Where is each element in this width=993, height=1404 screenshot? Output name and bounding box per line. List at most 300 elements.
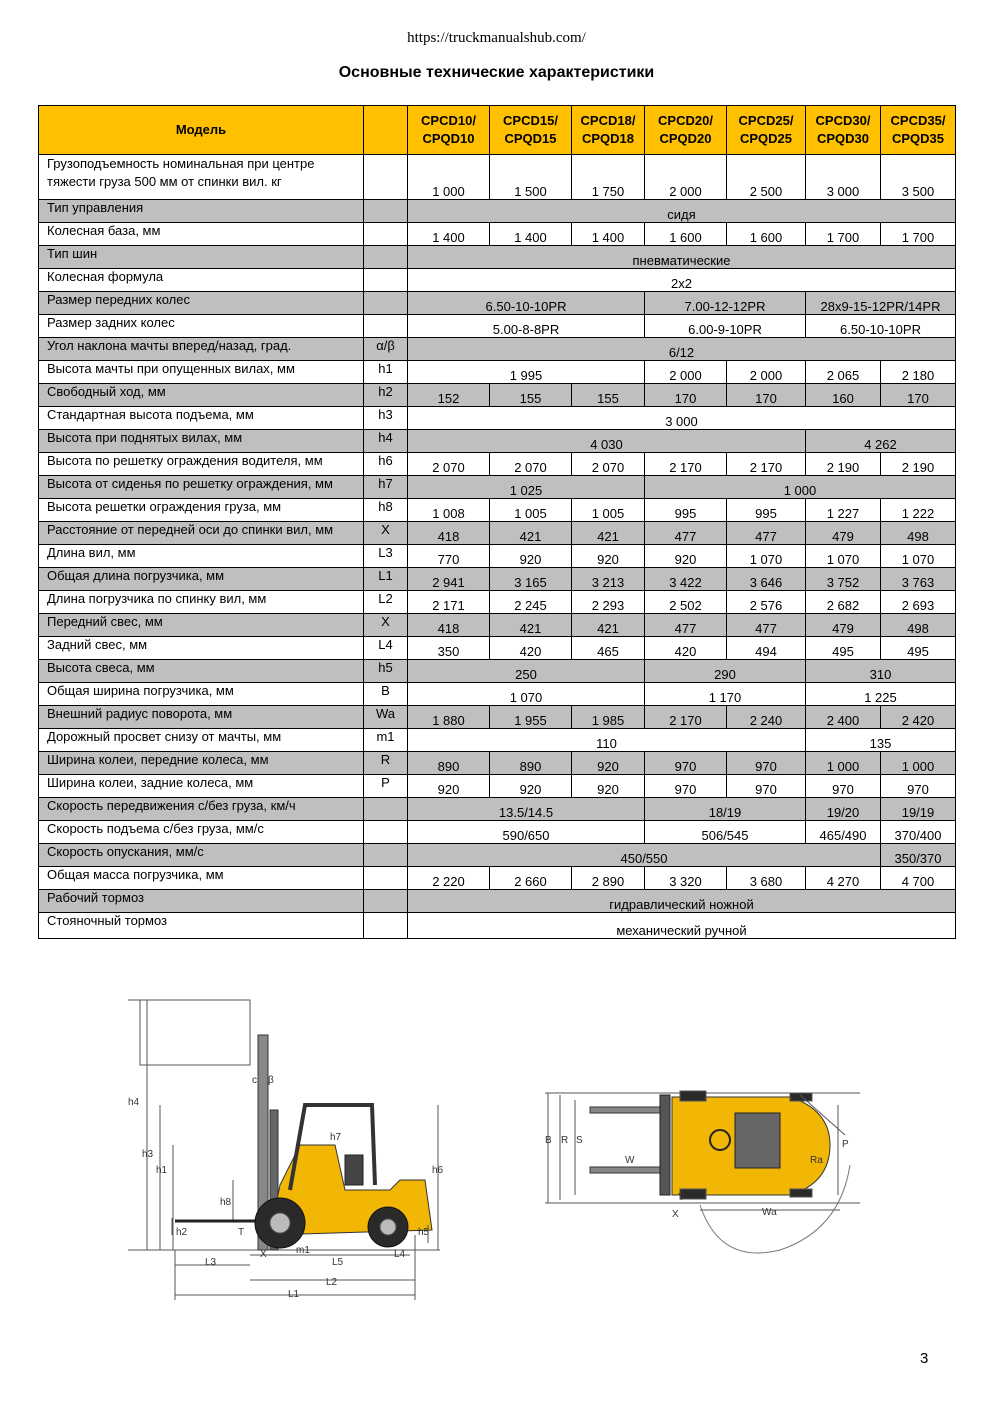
value-cell: 2 180 bbox=[881, 361, 956, 384]
label-r: R bbox=[561, 1135, 569, 1146]
param-cell: Грузоподъемность номинальная при центре тяжести груза 500 мм от спинки вил. кг bbox=[39, 155, 364, 200]
param-cell: Скорость передвижения с/без груза, км/ч bbox=[39, 798, 364, 821]
value-cell: 6.50-10-10PR bbox=[408, 292, 645, 315]
value-cell: 420 bbox=[490, 637, 572, 660]
value-cell: 1 700 bbox=[881, 223, 956, 246]
value-cell: 920 bbox=[572, 545, 645, 568]
value-cell: 1 227 bbox=[806, 499, 881, 522]
value-cell: 418 bbox=[408, 522, 490, 545]
value-cell: 590/650 bbox=[408, 821, 645, 844]
page-number: 3 bbox=[920, 1350, 929, 1367]
value-cell: 2х2 bbox=[408, 269, 956, 292]
value-cell: 19/20 bbox=[806, 798, 881, 821]
symbol-cell bbox=[364, 913, 408, 939]
table-row bbox=[39, 729, 956, 752]
model-name-line: CPQD20 bbox=[659, 131, 712, 146]
value-cell: 479 bbox=[806, 614, 881, 637]
value-cell: пневматические bbox=[408, 246, 956, 269]
param-cell: Общая длина погрузчика, мм bbox=[39, 568, 364, 591]
symbol-cell: h3 bbox=[364, 407, 408, 430]
value-cell: 1 955 bbox=[490, 706, 572, 729]
param-cell: Высота по решетку ограждения водителя, мм bbox=[39, 453, 364, 476]
table-row bbox=[39, 384, 956, 407]
value-cell: 2 070 bbox=[572, 453, 645, 476]
value-cell: 135 bbox=[806, 729, 956, 752]
model-name-line: CPQD15 bbox=[504, 131, 557, 146]
value-cell: 2 170 bbox=[645, 453, 727, 476]
value-cell: 170 bbox=[645, 384, 727, 407]
param-cell: Скорость подъема с/без груза, мм/с bbox=[39, 821, 364, 844]
value-cell: 250 bbox=[408, 660, 645, 683]
value-cell: 152 bbox=[408, 384, 490, 407]
value-cell: 4 270 bbox=[806, 867, 881, 890]
symbol-cell: h5 bbox=[364, 660, 408, 683]
symbol-cell bbox=[364, 798, 408, 821]
label-t: T bbox=[238, 1227, 245, 1238]
value-cell: 2 500 bbox=[727, 155, 806, 200]
label-h7: h7 bbox=[330, 1132, 342, 1143]
value-cell: 494 bbox=[727, 637, 806, 660]
value-cell: 1 005 bbox=[572, 499, 645, 522]
symbol-cell bbox=[364, 867, 408, 890]
value-cell: 170 bbox=[881, 384, 956, 407]
label-w: W bbox=[625, 1155, 635, 1166]
value-cell: 1 225 bbox=[806, 683, 956, 706]
table-row bbox=[39, 913, 956, 939]
value-cell: 498 bbox=[881, 522, 956, 545]
model-name-line: CPCD20/ bbox=[658, 113, 713, 128]
param-cell: Расстояние от передней оси до спинки вил, мм bbox=[39, 522, 364, 545]
value-cell: 1 500 bbox=[490, 155, 572, 200]
table-row bbox=[39, 246, 956, 269]
value-cell: 2 576 bbox=[727, 591, 806, 614]
model-header bbox=[881, 106, 956, 155]
value-cell: 465/490 bbox=[806, 821, 881, 844]
param-cell: Дорожный просвет снизу от мачты, мм bbox=[39, 729, 364, 752]
value-cell: 970 bbox=[727, 775, 806, 798]
label-h5: h5 bbox=[418, 1227, 430, 1238]
value-cell: 465 bbox=[572, 637, 645, 660]
value-cell: 1 000 bbox=[806, 752, 881, 775]
value-cell: 1 005 bbox=[490, 499, 572, 522]
value-cell: 1 400 bbox=[572, 223, 645, 246]
value-cell: 2 190 bbox=[806, 453, 881, 476]
symbol-cell: L2 bbox=[364, 591, 408, 614]
param-cell: Рабочий тормоз bbox=[39, 890, 364, 913]
value-cell: 477 bbox=[727, 522, 806, 545]
label-p: P bbox=[842, 1139, 849, 1150]
value-cell: 3 763 bbox=[881, 568, 956, 591]
param-cell: Общая ширина погрузчика, мм bbox=[39, 683, 364, 706]
model-name-line: CPQD25 bbox=[739, 131, 793, 146]
table-row bbox=[39, 499, 956, 522]
value-cell: 450/550 bbox=[408, 844, 881, 867]
param-cell: Стояночный тормоз bbox=[39, 913, 364, 939]
value-cell: 920 bbox=[645, 545, 727, 568]
value-cell: 2 170 bbox=[645, 706, 727, 729]
value-cell: 2 293 bbox=[572, 591, 645, 614]
table-row bbox=[39, 315, 956, 338]
value-cell: 506/545 bbox=[645, 821, 806, 844]
table-row bbox=[39, 292, 956, 315]
table-row bbox=[39, 775, 956, 798]
header-url: https://truckmanualshub.com/ bbox=[407, 30, 586, 46]
param-cell: Высота мачты при опущенных вилах, мм bbox=[39, 361, 364, 384]
value-cell: 2 245 bbox=[490, 591, 572, 614]
value-cell: механический ручной bbox=[408, 913, 956, 939]
value-cell: 2 065 bbox=[806, 361, 881, 384]
label-h8: h8 bbox=[220, 1197, 232, 1208]
symbol-cell: h2 bbox=[364, 384, 408, 407]
spec-table-body bbox=[39, 106, 956, 939]
symbol-cell: h8 bbox=[364, 499, 408, 522]
param-cell: Тип шин bbox=[39, 246, 364, 269]
symbol-cell: α/β bbox=[364, 338, 408, 361]
model-name-line: CPQD18 bbox=[581, 131, 635, 146]
param-cell: Тип управления bbox=[39, 200, 364, 223]
value-cell: 920 bbox=[572, 775, 645, 798]
symbol-header bbox=[364, 106, 408, 155]
value-cell: 310 bbox=[806, 660, 956, 683]
table-row bbox=[39, 591, 956, 614]
symbol-cell: R bbox=[364, 752, 408, 775]
model-label: Модель bbox=[39, 106, 364, 155]
label-ra: Ra bbox=[810, 1155, 823, 1166]
param-cell: Колесная формула bbox=[39, 269, 364, 292]
symbol-cell: h1 bbox=[364, 361, 408, 384]
value-cell: 1 025 bbox=[408, 476, 645, 499]
symbol-cell: h6 bbox=[364, 453, 408, 476]
label-x: X bbox=[260, 1249, 267, 1260]
symbol-cell: m1 bbox=[364, 729, 408, 752]
symbol-cell bbox=[364, 246, 408, 269]
param-cell: Свободный ход, мм bbox=[39, 384, 364, 407]
param-cell: Длина вил, мм bbox=[39, 545, 364, 568]
model-name-line: CPCD18/ bbox=[580, 113, 636, 128]
label-beta: β bbox=[268, 1075, 274, 1086]
value-cell: 7.00-12-12PR bbox=[645, 292, 806, 315]
table-row bbox=[39, 407, 956, 430]
value-cell: 920 bbox=[490, 545, 572, 568]
value-cell: 1 985 bbox=[572, 706, 645, 729]
value-cell: 970 bbox=[881, 775, 956, 798]
value-cell: 2 420 bbox=[881, 706, 956, 729]
value-cell: 477 bbox=[645, 614, 727, 637]
value-cell: 170 bbox=[727, 384, 806, 407]
symbol-cell: L4 bbox=[364, 637, 408, 660]
value-cell: 1 000 bbox=[408, 155, 490, 200]
value-cell: 2 000 bbox=[645, 155, 727, 200]
value-cell: 350/370 bbox=[881, 844, 956, 867]
value-cell: 920 bbox=[572, 752, 645, 775]
value-cell: гидравлический ножной bbox=[408, 890, 956, 913]
value-cell: 2 000 bbox=[645, 361, 727, 384]
table-row bbox=[39, 269, 956, 292]
value-cell: 1 995 bbox=[408, 361, 645, 384]
value-cell: 1 700 bbox=[806, 223, 881, 246]
value-cell: 421 bbox=[490, 614, 572, 637]
value-cell: 1 600 bbox=[727, 223, 806, 246]
value-cell: 1 000 bbox=[645, 476, 956, 499]
param-cell: Ширина колеи, передние колеса, мм bbox=[39, 752, 364, 775]
table-row bbox=[39, 706, 956, 729]
value-cell: 3 320 bbox=[645, 867, 727, 890]
param-cell: Ширина колеи, задние колеса, мм bbox=[39, 775, 364, 798]
symbol-cell: L1 bbox=[364, 568, 408, 591]
model-header bbox=[645, 106, 727, 155]
label-h2: h2 bbox=[176, 1227, 188, 1238]
table-row bbox=[39, 200, 956, 223]
value-cell: 6/12 bbox=[408, 338, 956, 361]
value-cell: 4 700 bbox=[881, 867, 956, 890]
label-h6: h6 bbox=[432, 1165, 444, 1176]
model-header bbox=[727, 106, 806, 155]
symbol-cell bbox=[364, 315, 408, 338]
table-row bbox=[39, 798, 956, 821]
value-cell: 1 070 bbox=[806, 545, 881, 568]
param-cell: Внешний радиус поворота, мм bbox=[39, 706, 364, 729]
model-name-line: CPCD10/ bbox=[421, 113, 476, 128]
value-cell: 110 bbox=[408, 729, 806, 752]
symbol-cell: P bbox=[364, 775, 408, 798]
value-cell: 1 880 bbox=[408, 706, 490, 729]
value-cell: 2 660 bbox=[490, 867, 572, 890]
value-cell: 3 165 bbox=[490, 568, 572, 591]
value-cell: 995 bbox=[645, 499, 727, 522]
table-row bbox=[39, 821, 956, 844]
value-cell: 1 600 bbox=[645, 223, 727, 246]
value-cell: 4 262 bbox=[806, 430, 956, 453]
param-cell: Задний свес, мм bbox=[39, 637, 364, 660]
param-cell: Размер передних колес bbox=[39, 292, 364, 315]
value-cell: 421 bbox=[572, 614, 645, 637]
value-cell: 2 220 bbox=[408, 867, 490, 890]
symbol-cell bbox=[364, 890, 408, 913]
value-cell: 421 bbox=[572, 522, 645, 545]
param-cell: Общая масса погрузчика, мм bbox=[39, 867, 364, 890]
table-row bbox=[39, 155, 956, 200]
table-row bbox=[39, 453, 956, 476]
value-cell: 420 bbox=[645, 637, 727, 660]
value-cell: 1 400 bbox=[408, 223, 490, 246]
value-cell: 155 bbox=[490, 384, 572, 407]
value-cell: 770 bbox=[408, 545, 490, 568]
value-cell: 3 000 bbox=[408, 407, 956, 430]
value-cell: 2 170 bbox=[727, 453, 806, 476]
value-cell: 2 240 bbox=[727, 706, 806, 729]
label-h1: h1 bbox=[156, 1165, 168, 1176]
value-cell: 890 bbox=[490, 752, 572, 775]
model-header bbox=[490, 106, 572, 155]
label-m1: m1 bbox=[296, 1245, 310, 1256]
model-name-line: CPQD10 bbox=[422, 131, 475, 146]
value-cell: 920 bbox=[408, 775, 490, 798]
value-cell: 1 400 bbox=[490, 223, 572, 246]
model-name-line: CPQD30 bbox=[816, 131, 870, 146]
param-cell: Стандартная высота подъема, мм bbox=[39, 407, 364, 430]
value-cell: 160 bbox=[806, 384, 881, 407]
param-cell: Угол наклона мачты вперед/назад, град. bbox=[39, 338, 364, 361]
value-cell: 2 890 bbox=[572, 867, 645, 890]
symbol-cell bbox=[364, 200, 408, 223]
label-wa: Wa bbox=[762, 1207, 777, 1218]
param-cell: Передний свес, мм bbox=[39, 614, 364, 637]
value-cell: 1 008 bbox=[408, 499, 490, 522]
table-row bbox=[39, 568, 956, 591]
symbol-cell: X bbox=[364, 522, 408, 545]
model-name-line: CPCD30/ bbox=[815, 113, 871, 128]
value-cell: 3 000 bbox=[806, 155, 881, 200]
value-cell: 2 171 bbox=[408, 591, 490, 614]
table-header-row bbox=[39, 106, 956, 155]
table-row bbox=[39, 545, 956, 568]
label-b: B bbox=[545, 1135, 552, 1146]
value-cell: 1 070 bbox=[727, 545, 806, 568]
value-cell: 1 070 bbox=[408, 683, 645, 706]
value-cell: 418 bbox=[408, 614, 490, 637]
value-cell: 3 646 bbox=[727, 568, 806, 591]
symbol-cell bbox=[364, 223, 408, 246]
value-cell: 28x9-15-12PR/14PR bbox=[806, 292, 956, 315]
value-cell: 4 030 bbox=[408, 430, 806, 453]
value-cell: 2 190 bbox=[881, 453, 956, 476]
table-row bbox=[39, 338, 956, 361]
table-row bbox=[39, 844, 956, 867]
symbol-cell bbox=[364, 155, 408, 200]
value-cell: 495 bbox=[881, 637, 956, 660]
symbol-cell: h7 bbox=[364, 476, 408, 499]
value-cell: 155 bbox=[572, 384, 645, 407]
value-cell: 2 502 bbox=[645, 591, 727, 614]
page-title: Основные технические характеристики bbox=[338, 64, 655, 81]
value-cell: 479 bbox=[806, 522, 881, 545]
table-row bbox=[39, 752, 956, 775]
value-cell: 1 000 bbox=[881, 752, 956, 775]
symbol-cell bbox=[364, 269, 408, 292]
spec-table bbox=[38, 105, 956, 939]
param-cell: Высота решетки ограждения груза, мм bbox=[39, 499, 364, 522]
value-cell: 2 000 bbox=[727, 361, 806, 384]
value-cell: 477 bbox=[727, 614, 806, 637]
value-cell: 2 941 bbox=[408, 568, 490, 591]
symbol-cell: B bbox=[364, 683, 408, 706]
value-cell: 2 070 bbox=[490, 453, 572, 476]
table-row bbox=[39, 522, 956, 545]
label-s: S bbox=[576, 1135, 583, 1146]
table-row bbox=[39, 637, 956, 660]
value-cell: 3 213 bbox=[572, 568, 645, 591]
label-l3: L3 bbox=[205, 1257, 217, 1268]
table-row bbox=[39, 430, 956, 453]
value-cell: 2 400 bbox=[806, 706, 881, 729]
value-cell: 3 680 bbox=[727, 867, 806, 890]
model-name-line: CPQD35 bbox=[891, 131, 945, 146]
value-cell: 970 bbox=[727, 752, 806, 775]
value-cell: 2 682 bbox=[806, 591, 881, 614]
model-name-line: CPCD15/ bbox=[503, 113, 558, 128]
param-cell: Скорость опускания, мм/с bbox=[39, 844, 364, 867]
symbol-cell: Wa bbox=[364, 706, 408, 729]
value-cell: 2 070 bbox=[408, 453, 490, 476]
label-h4: h4 bbox=[128, 1097, 140, 1108]
param-cell: Колесная база, мм bbox=[39, 223, 364, 246]
value-cell: 970 bbox=[645, 775, 727, 798]
value-cell: 370/400 bbox=[881, 821, 956, 844]
value-cell: 477 bbox=[645, 522, 727, 545]
model-name-line: CPCD35/ bbox=[890, 113, 946, 128]
value-cell: 3 422 bbox=[645, 568, 727, 591]
value-cell: 3 500 bbox=[881, 155, 956, 200]
value-cell: 495 bbox=[806, 637, 881, 660]
value-cell: сидя bbox=[408, 200, 956, 223]
value-cell: 350 bbox=[408, 637, 490, 660]
label-top-x: X bbox=[672, 1209, 679, 1220]
value-cell: 1 750 bbox=[572, 155, 645, 200]
model-header bbox=[806, 106, 881, 155]
value-cell: 6.00-9-10PR bbox=[645, 315, 806, 338]
symbol-cell bbox=[364, 844, 408, 867]
label-l4: L4 bbox=[394, 1249, 406, 1260]
value-cell: 890 bbox=[408, 752, 490, 775]
value-cell: 6.50-10-10PR bbox=[806, 315, 956, 338]
model-header bbox=[408, 106, 490, 155]
value-cell: 290 bbox=[645, 660, 806, 683]
value-cell: 13.5/14.5 bbox=[408, 798, 645, 821]
label-c: c bbox=[252, 1075, 257, 1086]
table-row bbox=[39, 867, 956, 890]
value-cell: 920 bbox=[490, 775, 572, 798]
symbol-cell: h4 bbox=[364, 430, 408, 453]
param-cell: Высота при поднятых вилах, мм bbox=[39, 430, 364, 453]
symbol-cell bbox=[364, 821, 408, 844]
value-cell: 18/19 bbox=[645, 798, 806, 821]
label-y: Y bbox=[678, 1192, 685, 1203]
value-cell: 2 693 bbox=[881, 591, 956, 614]
param-cell: Высота свеса, мм bbox=[39, 660, 364, 683]
value-cell: 970 bbox=[645, 752, 727, 775]
table-row bbox=[39, 476, 956, 499]
param-cell: Высота от сиденья по решетку ограждения, мм bbox=[39, 476, 364, 499]
table-row bbox=[39, 614, 956, 637]
label-l1: L1 bbox=[288, 1289, 300, 1300]
model-header bbox=[572, 106, 645, 155]
symbol-cell: X bbox=[364, 614, 408, 637]
value-cell: 1 170 bbox=[645, 683, 806, 706]
param-cell: Длина погрузчика по спинку вил, мм bbox=[39, 591, 364, 614]
table-row bbox=[39, 683, 956, 706]
param-cell: Размер задних колес bbox=[39, 315, 364, 338]
value-cell: 995 bbox=[727, 499, 806, 522]
value-cell: 1 222 bbox=[881, 499, 956, 522]
forklift-diagrams bbox=[0, 995, 993, 1315]
symbol-cell: L3 bbox=[364, 545, 408, 568]
top-view-diagram bbox=[545, 1091, 860, 1253]
table-row bbox=[39, 223, 956, 246]
model-name-line: CPCD25/ bbox=[738, 113, 794, 128]
table-row bbox=[39, 890, 956, 913]
value-cell: 970 bbox=[806, 775, 881, 798]
value-cell: 421 bbox=[490, 522, 572, 545]
value-cell: 1 070 bbox=[881, 545, 956, 568]
value-cell: 3 752 bbox=[806, 568, 881, 591]
value-cell: 19/19 bbox=[881, 798, 956, 821]
symbol-cell bbox=[364, 292, 408, 315]
value-cell: 498 bbox=[881, 614, 956, 637]
label-h3: h3 bbox=[142, 1149, 154, 1160]
label-l5: L5 bbox=[332, 1257, 344, 1268]
table-row bbox=[39, 361, 956, 384]
value-cell: 5.00-8-8PR bbox=[408, 315, 645, 338]
